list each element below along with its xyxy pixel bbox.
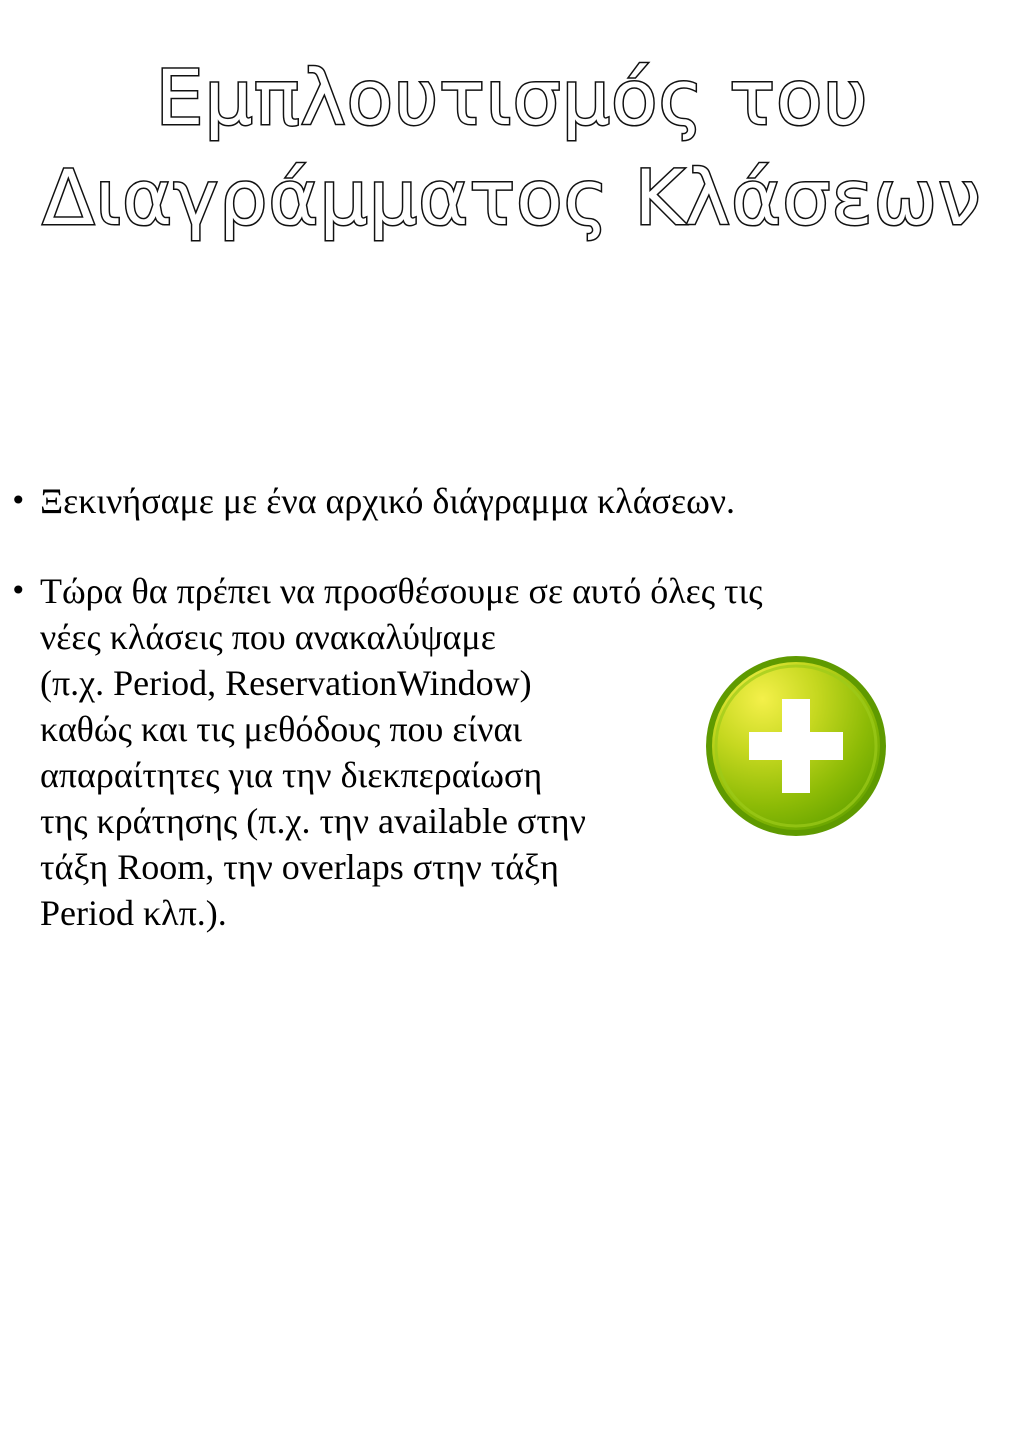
bullet-text: της κράτησης (π.χ. την available στην — [40, 801, 586, 841]
bullet-text: Period κλπ.). — [40, 893, 227, 933]
bullet-text: (π.χ. Period, ReservationWindow) — [40, 663, 532, 703]
slide-title — [0, 48, 1024, 248]
slide-title-line-2: Διαγράμματος Κλάσεων — [42, 153, 982, 242]
bullet-text: Τώρα θα πρέπει να προσθέσουμε σε αυτό όλες τις — [40, 571, 763, 611]
bullet-dot-icon: • — [10, 484, 27, 517]
bullet-text: τάξη Room, την overlaps στην τάξη — [40, 847, 559, 887]
bullet-dot-icon: • — [10, 574, 27, 607]
plus-icon — [702, 652, 890, 840]
bullet-text: καθώς και τις μεθόδους που είναι — [40, 709, 522, 749]
slide-title-line-1: Εμπλουτισμός του — [155, 53, 869, 142]
bullet-text: νέες κλάσεις που ανακαλύψαμε — [40, 617, 496, 657]
bullet-item — [10, 478, 890, 524]
bullet-text: Ξεκινήσαμε με ένα αρχικό διάγραμμα κλάσεων. — [40, 481, 736, 521]
bullet-text: απαραίτητες για την διεκπεραίωση — [40, 755, 543, 795]
